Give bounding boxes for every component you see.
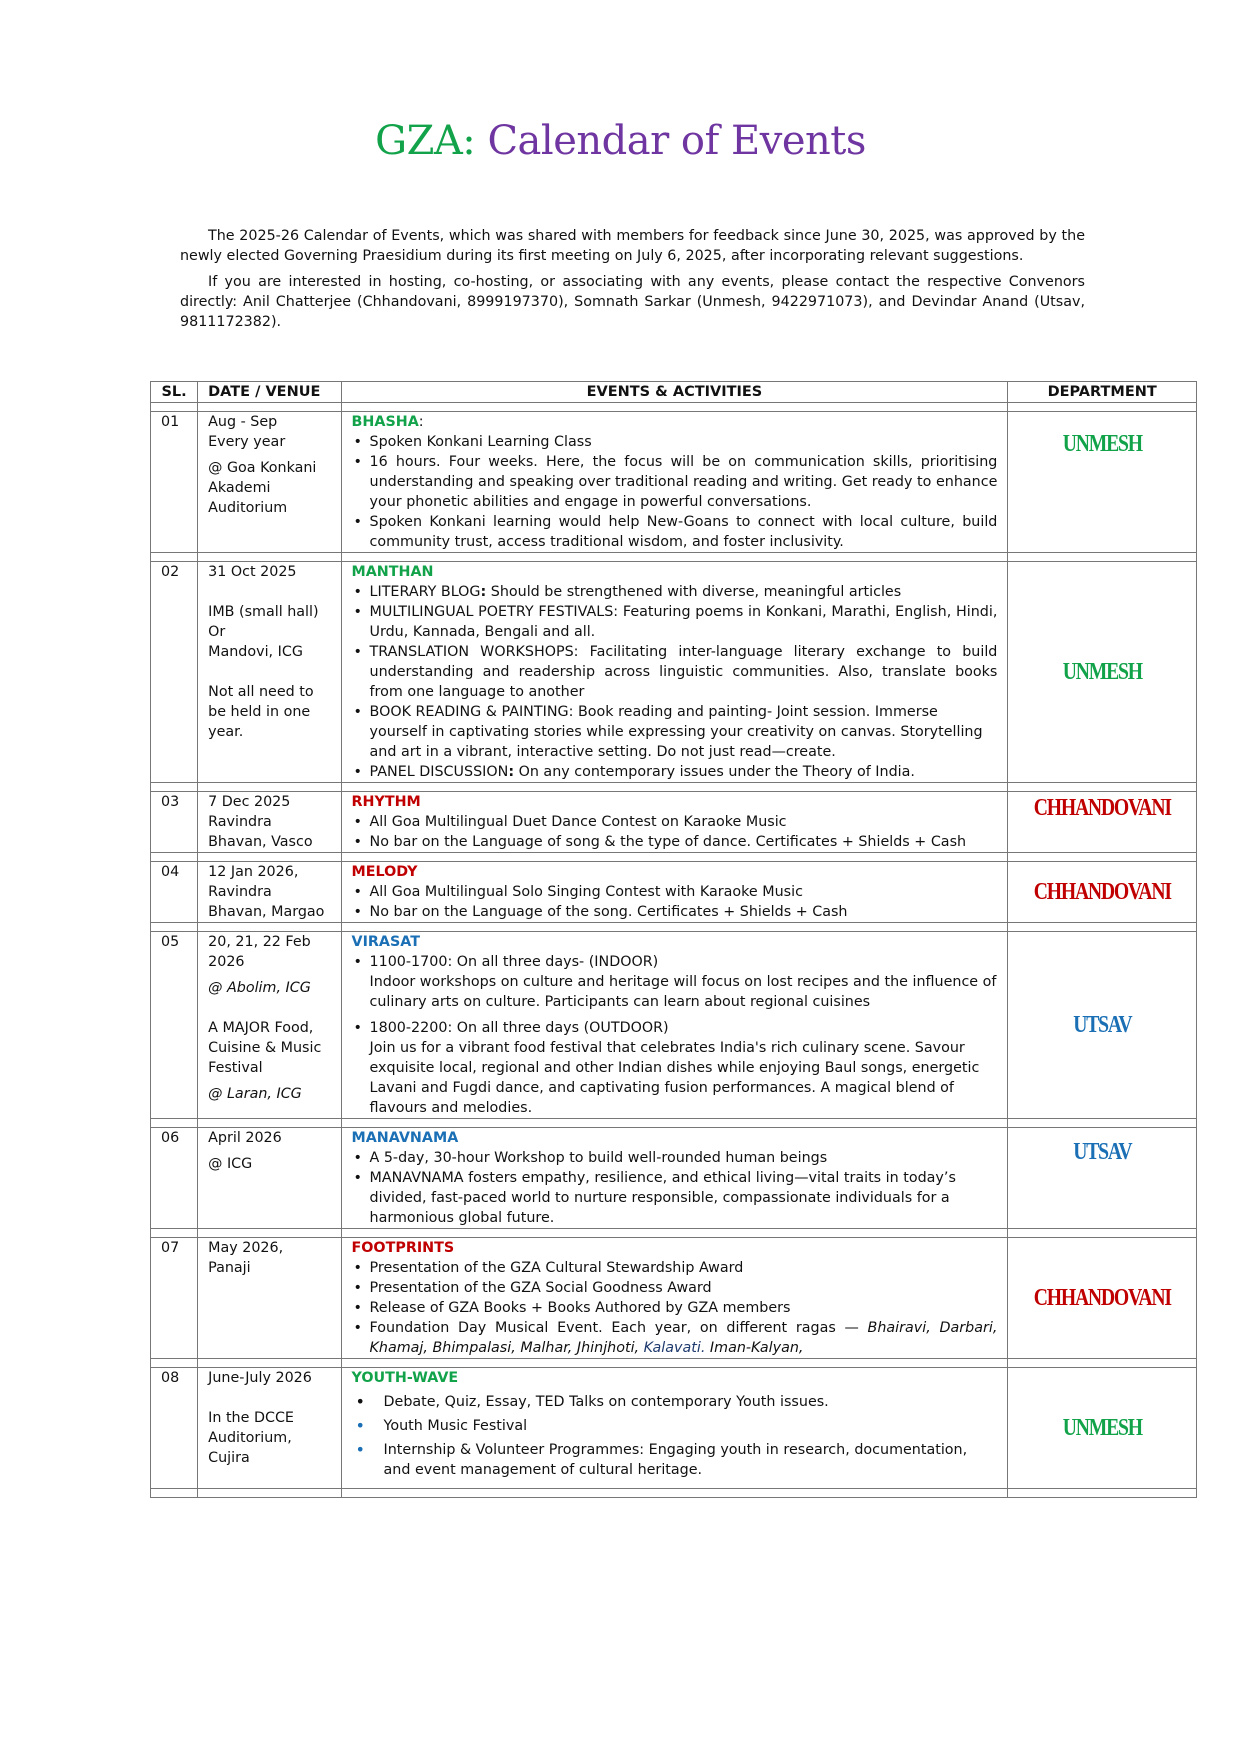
row-date-venue — [198, 1238, 341, 1359]
date-line: 20, 21, 22 Feb — [208, 934, 311, 950]
date-line: May 2026, — [208, 1240, 284, 1256]
row-date-venue — [198, 1368, 341, 1489]
row-sl: 06 — [151, 1128, 198, 1229]
title-main: Calendar of Events — [487, 118, 866, 164]
row-events — [341, 862, 1008, 923]
row-sl: 01 — [151, 412, 198, 553]
note-line: Cuisine & Music — [208, 1040, 322, 1056]
event-bullet: • A 5-day, 30-hour Workshop to build well-rounded human beings — [370, 1148, 998, 1168]
event-bullet: • PANEL DISCUSSION: On any contemporary issues under the Theory of India. — [370, 762, 998, 782]
events-table — [150, 381, 1197, 1498]
venue-line: Akademi — [208, 480, 271, 496]
row-date-venue — [198, 1128, 341, 1229]
date-line: April 2026 — [208, 1130, 282, 1146]
date-line: 31 Oct 2025 — [208, 564, 297, 580]
raga: Bhimpalasi, — [432, 1340, 516, 1356]
row-date-venue — [198, 562, 341, 783]
raga: Bhairavi, — [867, 1320, 931, 1336]
row-sl: 02 — [151, 562, 198, 783]
raga: Khamaj, — [369, 1340, 428, 1356]
intro-paragraph: If you are interested in hosting, co-hosting, or associating with any events, please contact the respective Convenors directly: Anil Chatterjee (Chhandovani, 8999197370), Somnath Sarkar (Unmesh, 9422971073), and Devindar Anand (Utsav, 9811172382). — [180, 274, 1085, 330]
title-prefix: GZA: — [375, 118, 476, 164]
event-name: FOOTPRINTS — [351, 1240, 455, 1256]
venue-line: Or — [208, 624, 226, 640]
row-events — [341, 562, 1008, 783]
event-name: BHASHA — [351, 414, 419, 430]
venue-line: @ Goa Konkani — [208, 460, 317, 476]
table-row — [151, 1128, 1197, 1229]
venue-line: Ravindra — [208, 814, 272, 830]
intro-text — [180, 226, 1085, 338]
event-bullet: • MANAVNAMA fosters empathy, resilience, and ethical living—vital traits in today’s divided, fast-paced world to nurture responsible, compassionate individuals for a harmonious global future. — [370, 1168, 998, 1228]
event-bullet: • All Goa Multilingual Duet Dance Contest on Karaoke Music — [370, 812, 998, 832]
venue-line: IMB (small hall) — [208, 604, 319, 620]
event-bullet: • Presentation of the GZA Cultural Stewardship Award — [370, 1258, 998, 1278]
department-badge: CHHANDOVANI — [1025, 862, 1180, 923]
event-name-suffix: : — [418, 414, 424, 430]
date-line: Every year — [208, 434, 286, 450]
venue-line: Cujira — [208, 1450, 250, 1466]
header-date-venue: DATE / VENUE — [198, 382, 341, 403]
row-sl: 08 — [151, 1368, 198, 1489]
row-events — [341, 412, 1008, 553]
department-badge: CHHANDOVANI — [1025, 1238, 1180, 1359]
venue-line: In the DCCE — [208, 1410, 294, 1426]
table-row — [151, 562, 1197, 783]
department-badge: CHHANDOVANI — [1025, 792, 1180, 853]
venue-line: @ ICG — [208, 1156, 253, 1172]
department-badge: UNMESH — [1025, 412, 1180, 553]
venue-line: Bhavan, Margao — [208, 904, 325, 920]
venue-line: Panaji — [208, 1260, 251, 1276]
row-sl: 03 — [151, 792, 198, 853]
event-name: MANTHAN — [351, 564, 434, 580]
venue-line: Ravindra — [208, 884, 272, 900]
event-bullet: • No bar on the Language of the song. Certificates + Shields + Cash — [370, 902, 998, 922]
raga: Malhar, — [520, 1340, 573, 1356]
raga: Jhinjhoti, — [576, 1340, 640, 1356]
event-bullet: • MULTILINGUAL POETRY FESTIVALS: Featuring poems in Konkani, Marathi, English, Hindi, Urdu, Kannada, Bengali and all. — [370, 602, 998, 642]
department-badge: UNMESH — [1025, 562, 1180, 783]
raga: Iman-Kalyan, — [709, 1340, 804, 1356]
note-line: A MAJOR Food, — [208, 1020, 314, 1036]
event-bullet: • Youth Music Festival — [384, 1416, 998, 1436]
venue-line: Bhavan, Vasco — [208, 834, 313, 850]
row-events — [341, 1238, 1008, 1359]
event-bullet: • Internship & Volunteer Programmes: Engaging youth in research, documentation, and event management of cultural heritage. — [384, 1440, 998, 1480]
row-date-venue — [198, 412, 341, 553]
date-line: June-July 2026 — [208, 1370, 312, 1386]
event-bullet: • Spoken Konkani learning would help New-Goans to connect with local culture, build community trust, access traditional wisdom, and foster inclusivity. — [370, 512, 998, 552]
department-badge: UNMESH — [1025, 1368, 1180, 1489]
date-line: Aug - Sep — [208, 414, 278, 430]
department-badge: UTSAV — [1025, 932, 1180, 1119]
event-name: MANAVNAMA — [351, 1130, 459, 1146]
event-bullet: • All Goa Multilingual Solo Singing Contest with Karaoke Music — [370, 882, 998, 902]
row-sl: 04 — [151, 862, 198, 923]
table-row — [151, 932, 1197, 1119]
venue-line: @ Abolim, ICG — [208, 980, 311, 996]
event-bullet: • 1800-2200: On all three days (OUTDOOR) Join us for a vibrant food festival that celebrates India's rich culinary scene. Savour exquisite local, regional and other Indian dishes while enjoying Baul songs, energetic Lavani and Fugdi dance, and captivating fusion performances. A magical blend of flavours and melodies. — [370, 1018, 998, 1118]
event-bullet: • 16 hours. Four weeks. Here, the focus will be on communication skills, prioritising understanding and speaking over traditional reading and writing. Get ready to enhance your phonetic abilities and engage in powerful conversations. — [370, 452, 998, 512]
event-bullet: • Presentation of the GZA Social Goodness Award — [370, 1278, 998, 1298]
note-line: be held in one — [208, 704, 311, 720]
row-date-venue — [198, 792, 341, 853]
row-date-venue — [198, 932, 341, 1119]
table-row — [151, 1238, 1197, 1359]
event-name: RHYTHM — [351, 794, 421, 810]
event-bullet: • TRANSLATION WORKSHOPS: Facilitating inter-language literary exchange to build understanding and readership across linguistic communities. Also, translate books from one language to another — [370, 642, 998, 702]
row-sl: 07 — [151, 1238, 198, 1359]
row-sl: 05 — [151, 932, 198, 1119]
note-line: Not all need to — [208, 684, 314, 700]
venue-line: Auditorium, — [208, 1430, 292, 1446]
venue-line: @ Laran, ICG — [208, 1086, 302, 1102]
date-line: 7 Dec 2025 — [208, 794, 291, 810]
note-line: year. — [208, 724, 244, 740]
table-row — [151, 862, 1197, 923]
raga: Kalavati. — [643, 1340, 706, 1356]
row-events — [341, 932, 1008, 1119]
note-line: Festival — [208, 1060, 263, 1076]
event-bullet: • Release of GZA Books + Books Authored by GZA members — [370, 1298, 998, 1318]
table-header-row — [151, 382, 1197, 403]
department-badge: UTSAV — [1025, 1128, 1180, 1229]
event-bullet: • 1100-1700: On all three days- (INDOOR) Indoor workshops on culture and heritage will focus on lost recipes and the influence of culinary arts on culture. Participants can learn about regional cuisines — [370, 952, 998, 1012]
venue-line: Mandovi, ICG — [208, 644, 303, 660]
event-bullet: • BOOK READING & PAINTING: Book reading and painting- Joint session. Immerse yourself in captivating stories while expressing your creativity on canvas. Storytelling and art in a vibrant, interactive setting. Do not just read—create. — [370, 702, 998, 762]
page-title — [0, 118, 1241, 164]
table-row — [151, 1368, 1197, 1489]
date-line: 2026 — [208, 954, 245, 970]
event-bullet: • Foundation Day Musical Event. Each year, on different ragas — Bhairavi, Darbari, Khamaj, Bhimpalasi, Malhar, Jhinjhoti, Kalavati. Iman-Kalyan, — [370, 1318, 998, 1358]
row-date-venue — [198, 862, 341, 923]
intro-paragraph: The 2025-26 Calendar of Events, which was shared with members for feedback since June 30, 2025, was approved by the newly elected Governing Praesidium during its first meeting on July 6, 2025, after incorporating relevant suggestions. — [180, 228, 1085, 264]
venue-line: Auditorium — [208, 500, 288, 516]
event-bullet: • Spoken Konkani Learning Class — [370, 432, 998, 452]
row-events — [341, 1368, 1008, 1489]
event-bullet: • Debate, Quiz, Essay, TED Talks on contemporary Youth issues. — [384, 1392, 998, 1412]
header-department: DEPARTMENT — [1008, 382, 1197, 403]
event-bullet: • No bar on the Language of song & the type of dance. Certificates + Shields + Cash — [370, 832, 998, 852]
event-bullet: • LITERARY BLOG: Should be strengthened with diverse, meaningful articles — [370, 582, 998, 602]
header-sl: SL. — [151, 382, 198, 403]
date-line: 12 Jan 2026, — [208, 864, 299, 880]
event-name: VIRASAT — [351, 934, 420, 950]
table-row — [151, 412, 1197, 553]
event-name: YOUTH-WAVE — [351, 1370, 459, 1386]
header-events: EVENTS & ACTIVITIES — [341, 382, 1008, 403]
table-row — [151, 792, 1197, 853]
row-events — [341, 792, 1008, 853]
row-events — [341, 1128, 1008, 1229]
event-name: MELODY — [351, 864, 418, 880]
raga: Darbari, — [939, 1320, 998, 1336]
